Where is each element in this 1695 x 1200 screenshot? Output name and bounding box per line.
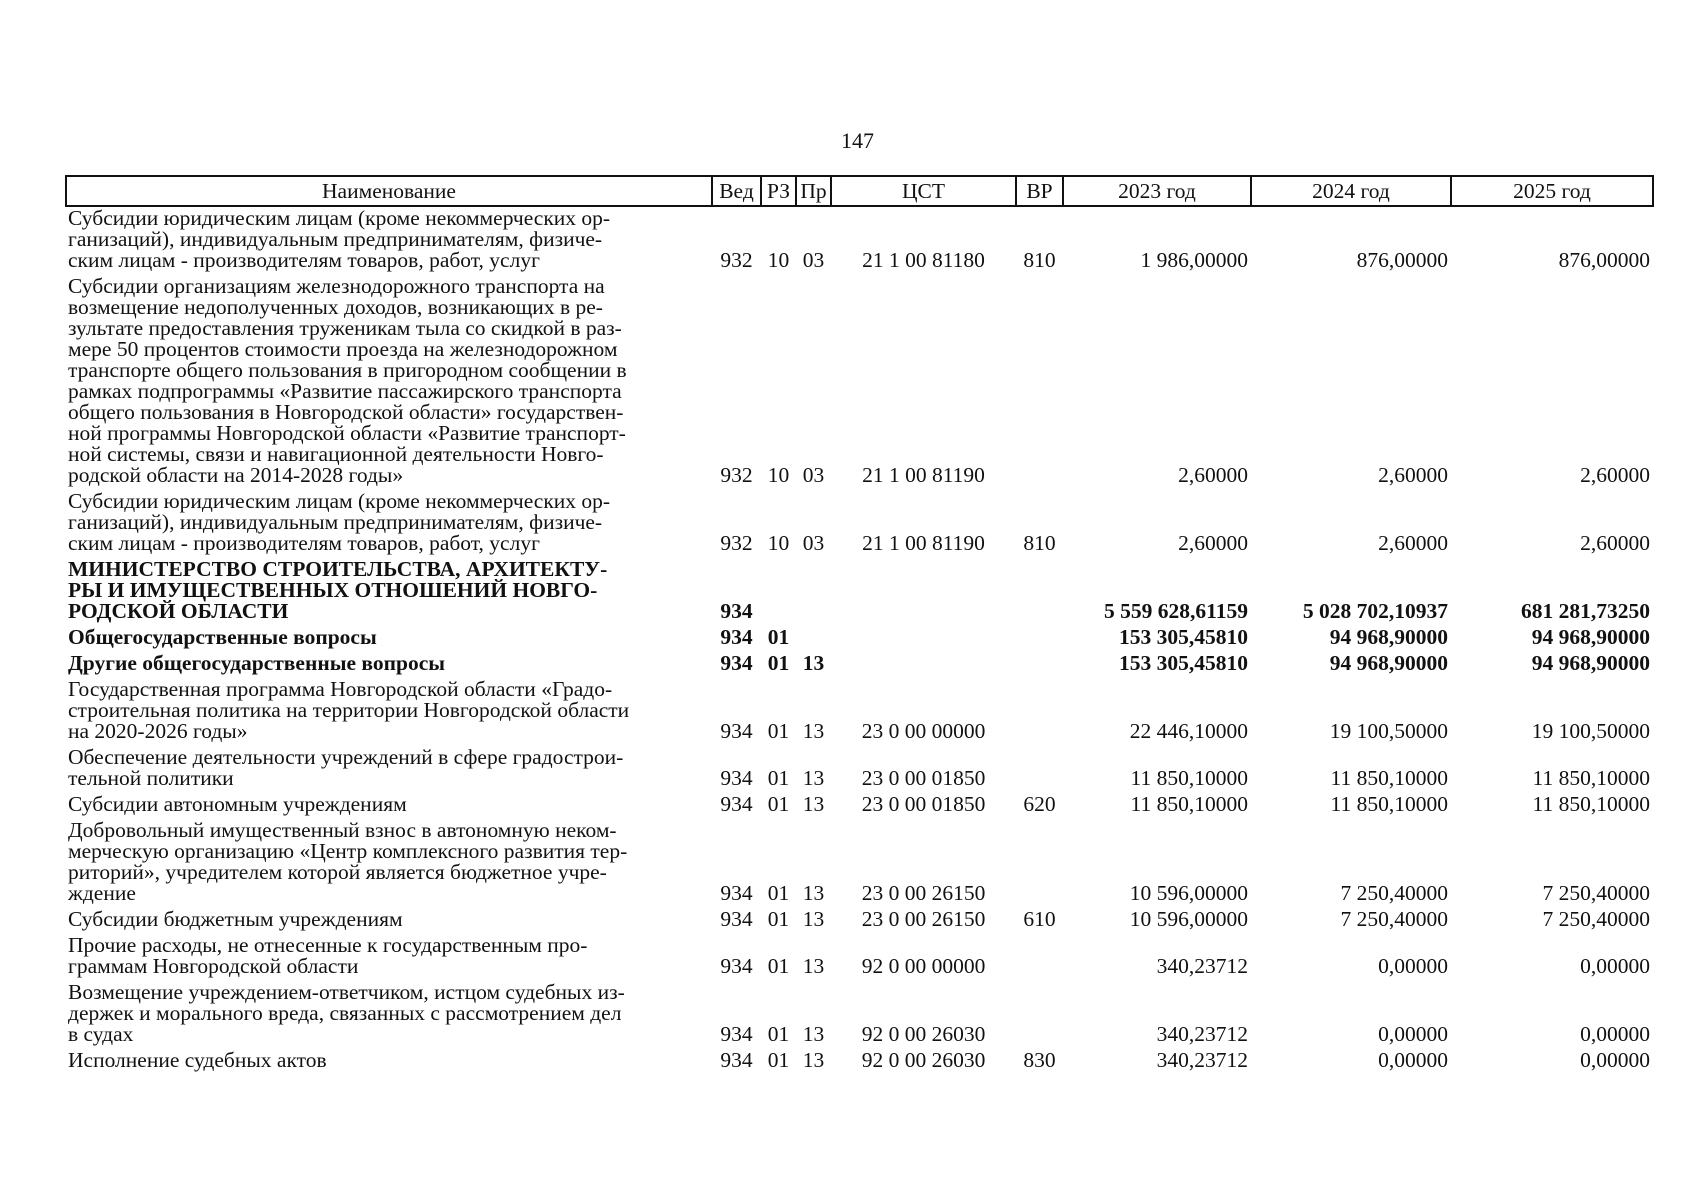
row-amount-2024: 94 968,90000 <box>1329 651 1448 675</box>
row-rz: 01 <box>767 1022 790 1046</box>
row-name-line: на 2020-2026 годы» <box>68 719 248 743</box>
row-pr: 13 <box>802 792 825 816</box>
row-name-line: Субсидии юридическим лицам (кроме некоммерческих ор- <box>68 206 611 230</box>
row-name-line: родской области на 2014-2028 годы» <box>68 463 404 487</box>
row-amount-2023: 11 850,10000 <box>1130 792 1248 816</box>
row-cst: 92 0 00 00000 <box>861 954 986 978</box>
row-ved: 932 <box>720 531 753 555</box>
table-row <box>66 652 1653 678</box>
row-name-line: тельной политики <box>68 766 234 790</box>
row-amount-2025: 7 250,40000 <box>1542 907 1650 931</box>
row-ved: 934 <box>720 954 753 978</box>
row-cst: 23 0 00 26150 <box>861 881 986 905</box>
row-name-line: ждение <box>68 881 136 905</box>
row-rz <box>761 558 796 626</box>
row-amount-2023: 340,23712 <box>1156 1022 1248 1046</box>
table-row <box>66 626 1653 652</box>
row-pr: 03 <box>802 248 825 272</box>
row-amount-2025: 11 850,10000 <box>1532 766 1650 790</box>
row-amount-2025: 19 100,50000 <box>1531 719 1650 743</box>
row-amount-2023: 2,60000 <box>1178 531 1248 555</box>
row-amount-2024: 876,00000 <box>1356 248 1448 272</box>
row-amount-2025: 876,00000 <box>1558 248 1650 272</box>
row-vr <box>1016 558 1063 626</box>
row-pr <box>796 558 831 626</box>
row-amount-2023: 11 850,10000 <box>1130 766 1248 790</box>
row-name <box>66 981 712 1049</box>
row-ved: 932 <box>720 248 753 272</box>
row-amount-2025: 11 850,10000 <box>1532 792 1650 816</box>
row-rz: 01 <box>767 907 790 931</box>
table-body <box>66 206 1653 1075</box>
row-name-line: РЫ И ИМУЩЕСТВЕННЫХ ОТНОШЕНИЙ НОВГО- <box>68 578 598 602</box>
row-name-line: Другие общегосударственные вопросы <box>68 651 446 675</box>
table-row <box>66 908 1653 934</box>
row-amount-2025: 0,00000 <box>1580 1048 1650 1072</box>
table-row <box>66 1049 1653 1075</box>
row-rz: 01 <box>767 651 790 675</box>
row-name-line: зультате предоставления труженикам тыла со скидкой в раз- <box>68 316 622 340</box>
row-name <box>66 746 712 793</box>
row-name <box>66 206 712 275</box>
row-name-line: держек и морального вреда, связанных с рассмотрением дел <box>68 1001 622 1025</box>
row-name-line: общего пользования в Новгородской области» государствен- <box>68 400 624 424</box>
row-vr: 620 <box>1023 792 1056 816</box>
row-amount-2023: 10 596,00000 <box>1129 881 1248 905</box>
row-ved: 934 <box>720 792 753 816</box>
row-name <box>66 652 712 678</box>
row-pr: 13 <box>802 1022 825 1046</box>
header-ved: Вед <box>712 176 761 206</box>
table-row <box>66 793 1653 819</box>
row-cst: 23 0 00 01850 <box>861 792 986 816</box>
row-pr: 13 <box>802 881 825 905</box>
table-row <box>66 275 1653 490</box>
row-ved: 934 <box>720 625 753 649</box>
row-name-line: ной программы Новгородской области «Развитие транспорт- <box>68 421 626 445</box>
row-name-line: ганизаций), индивидуальным предпринимателям, физиче- <box>68 227 603 251</box>
table-row <box>66 678 1653 746</box>
header-cst: ЦСТ <box>831 176 1016 206</box>
page-number: 147 <box>841 128 874 153</box>
table-row <box>66 490 1653 558</box>
row-cst <box>831 626 1016 652</box>
row-ved: 934 <box>720 1022 753 1046</box>
row-ved: 934 <box>720 1048 753 1072</box>
row-vr: 610 <box>1023 907 1056 931</box>
row-name-line: ной системы, связи и навигационной деятельности Новго- <box>68 442 604 466</box>
row-pr <box>796 626 831 652</box>
row-name-line: мере 50 процентов стоимости проезда на железнодорожном <box>68 337 618 361</box>
row-amount-2023: 2,60000 <box>1178 463 1248 487</box>
header-rz: РЗ <box>761 176 796 206</box>
row-amount-2023: 22 446,10000 <box>1129 719 1248 743</box>
row-amount-2024: 0,00000 <box>1378 1022 1448 1046</box>
row-name-line: Добровольный имущественный взнос в автономную неком- <box>68 818 617 842</box>
row-name-line: Субсидии организациям железнодорожного транспорта на <box>68 274 605 298</box>
row-name-line: риторий», учредителем которой является бюджетное учре- <box>68 860 607 884</box>
row-name-line: Государственная программа Новгородской области «Градо- <box>68 677 613 701</box>
row-ved: 934 <box>720 881 753 905</box>
row-amount-2025: 94 968,90000 <box>1531 625 1650 649</box>
row-amount-2024: 0,00000 <box>1378 954 1448 978</box>
row-vr <box>1016 934 1063 981</box>
row-name-line: Обеспечение деятельности учреждений в сфере градострои- <box>68 745 624 769</box>
table-header <box>66 176 1653 206</box>
row-rz: 01 <box>767 719 790 743</box>
row-vr <box>1016 746 1063 793</box>
row-amount-2025: 681 281,73250 <box>1521 599 1650 623</box>
row-amount-2023: 340,23712 <box>1156 1048 1248 1072</box>
row-ved: 934 <box>720 599 753 623</box>
row-amount-2024: 2,60000 <box>1378 531 1448 555</box>
row-ved: 934 <box>720 766 753 790</box>
row-name-line: ским лицам - производителям товаров, работ, услуг <box>68 248 540 272</box>
header-pr: Пр <box>796 176 831 206</box>
row-name-line: РОДСКОЙ ОБЛАСТИ <box>68 599 289 623</box>
row-amount-2024: 19 100,50000 <box>1329 719 1448 743</box>
row-name-line: транспорте общего пользования в пригородном сообщении в <box>68 358 627 382</box>
row-amount-2024: 11 850,10000 <box>1330 766 1448 790</box>
row-amount-2025: 2,60000 <box>1580 463 1650 487</box>
row-name-line: Возмещение учреждением-ответчиком, истцом судебных из- <box>68 980 625 1004</box>
row-pr: 13 <box>802 1048 825 1072</box>
row-pr: 13 <box>802 719 825 743</box>
row-rz: 01 <box>767 954 790 978</box>
row-name <box>66 275 712 490</box>
row-pr: 13 <box>802 907 825 931</box>
row-amount-2024: 2,60000 <box>1378 463 1448 487</box>
row-vr: 830 <box>1023 1048 1056 1072</box>
table-row <box>66 819 1653 908</box>
row-vr <box>1016 819 1063 908</box>
row-name-line: Исполнение судебных актов <box>68 1048 327 1072</box>
row-pr: 13 <box>802 954 825 978</box>
row-name-line: в судах <box>68 1022 134 1046</box>
header-vr: ВР <box>1016 176 1063 206</box>
row-amount-2023: 340,23712 <box>1156 954 1248 978</box>
row-rz: 10 <box>767 531 790 555</box>
row-amount-2025: 2,60000 <box>1580 531 1650 555</box>
table-row <box>66 746 1653 793</box>
row-name <box>66 793 712 819</box>
row-name <box>66 908 712 934</box>
header-2025: 2025 год <box>1451 176 1653 206</box>
row-cst <box>831 652 1016 678</box>
row-pr: 13 <box>802 651 825 675</box>
row-amount-2025: 0,00000 <box>1580 954 1650 978</box>
row-name <box>66 678 712 746</box>
row-cst: 21 1 00 81190 <box>862 463 985 487</box>
row-amount-2023: 1 986,00000 <box>1140 248 1248 272</box>
row-amount-2023: 153 305,45810 <box>1119 651 1248 675</box>
row-pr: 03 <box>802 531 825 555</box>
row-name-line: возмещение недополученных доходов, возникающих в ре- <box>68 295 603 319</box>
row-name-line: Субсидии автономным учреждениям <box>68 792 407 816</box>
row-rz: 01 <box>767 1048 790 1072</box>
row-name <box>66 1049 712 1075</box>
row-name-line: ским лицам - производителям товаров, работ, услуг <box>68 531 540 555</box>
row-ved: 934 <box>720 651 753 675</box>
row-name <box>66 819 712 908</box>
row-rz: 01 <box>767 881 790 905</box>
row-name <box>66 490 712 558</box>
table-row <box>66 206 1653 275</box>
row-rz: 01 <box>767 766 790 790</box>
row-vr <box>1016 652 1063 678</box>
table-row <box>66 558 1653 626</box>
row-cst: 92 0 00 26030 <box>861 1048 986 1072</box>
row-vr <box>1016 678 1063 746</box>
row-amount-2025: 94 968,90000 <box>1531 651 1650 675</box>
row-vr <box>1016 981 1063 1049</box>
row-pr: 13 <box>802 766 825 790</box>
row-amount-2024: 7 250,40000 <box>1340 907 1448 931</box>
row-cst: 23 0 00 00000 <box>861 719 986 743</box>
row-amount-2024: 0,00000 <box>1378 1048 1448 1072</box>
row-name-line: строительная политика на территории Новгородской области <box>68 698 630 722</box>
row-cst <box>831 558 1016 626</box>
table-row <box>66 934 1653 981</box>
row-amount-2023: 5 559 628,61159 <box>1104 599 1248 623</box>
row-ved: 934 <box>720 907 753 931</box>
header-2023: 2023 год <box>1063 176 1251 206</box>
row-name-line: граммам Новгородской области <box>68 954 359 978</box>
row-name-line: Субсидии юридическим лицам (кроме некоммерческих ор- <box>68 489 611 513</box>
row-amount-2025: 7 250,40000 <box>1542 881 1650 905</box>
row-ved: 932 <box>720 463 753 487</box>
row-amount-2025: 0,00000 <box>1580 1022 1650 1046</box>
row-name-line: Субсидии бюджетным учреждениям <box>68 907 403 931</box>
budget-table <box>65 175 1654 1075</box>
row-cst: 21 1 00 81190 <box>862 531 985 555</box>
row-amount-2023: 10 596,00000 <box>1129 907 1248 931</box>
row-rz: 01 <box>767 625 790 649</box>
row-pr: 03 <box>802 463 825 487</box>
row-cst: 21 1 00 81180 <box>862 248 985 272</box>
row-rz: 01 <box>767 792 790 816</box>
header-2024: 2024 год <box>1251 176 1451 206</box>
row-cst: 23 0 00 01850 <box>861 766 986 790</box>
row-amount-2024: 5 028 702,10937 <box>1302 599 1448 623</box>
row-rz: 10 <box>767 248 790 272</box>
row-name <box>66 934 712 981</box>
header-name: Наименование <box>66 176 712 206</box>
row-name-line: мерческую организацию «Центр комплексного развития тер- <box>68 839 628 863</box>
row-name-line: МИНИСТЕРСТВО СТРОИТЕЛЬСТВА, АРХИТЕКТУ- <box>68 557 608 581</box>
row-name-line: Общегосударственные вопросы <box>68 625 377 649</box>
row-cst: 23 0 00 26150 <box>861 907 986 931</box>
row-vr <box>1016 275 1063 490</box>
row-vr: 810 <box>1023 531 1056 555</box>
row-name-line: Прочие расходы, не отнесенные к государственным про- <box>68 933 588 957</box>
row-amount-2023: 153 305,45810 <box>1119 625 1248 649</box>
row-amount-2024: 94 968,90000 <box>1329 625 1448 649</box>
row-vr: 810 <box>1023 248 1056 272</box>
row-name-line: ганизаций), индивидуальным предпринимателям, физиче- <box>68 510 603 534</box>
row-name <box>66 626 712 652</box>
row-vr <box>1016 626 1063 652</box>
row-name <box>66 558 712 626</box>
row-name-line: рамках подпрограммы «Развитие пассажирского транспорта <box>68 379 622 403</box>
row-amount-2024: 7 250,40000 <box>1340 881 1448 905</box>
row-rz: 10 <box>767 463 790 487</box>
row-amount-2024: 11 850,10000 <box>1330 792 1448 816</box>
row-cst: 92 0 00 26030 <box>861 1022 986 1046</box>
row-ved: 934 <box>720 719 753 743</box>
table-row <box>66 981 1653 1049</box>
